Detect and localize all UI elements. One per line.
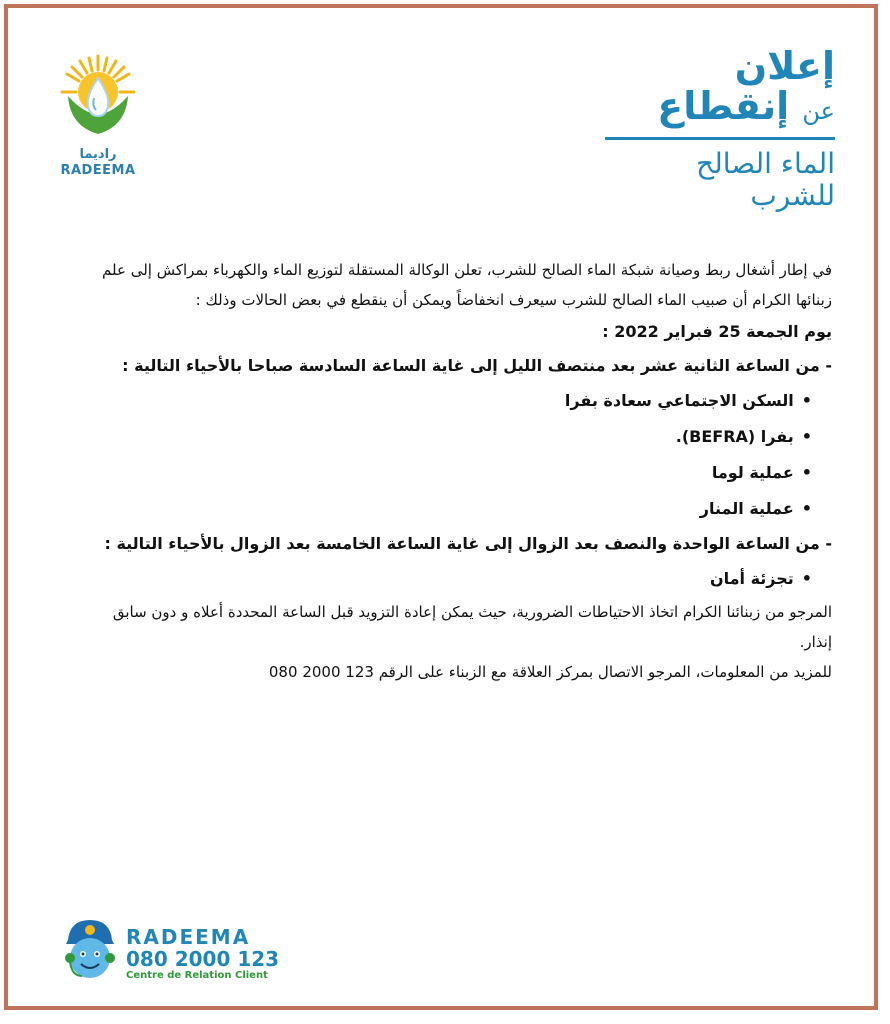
bullet-icon: • <box>801 463 812 482</box>
list-item-text: بفرا (BEFRA). <box>675 427 794 446</box>
section-2-list <box>52 561 832 597</box>
list-item <box>52 455 812 491</box>
intro-line-1: في إطار أشغال ربط وصيانة شبكة الماء الصالح للشرب، تعلن الوكالة المستقلة لتوزيع الماء والكهرباء بمراكش إلى علم <box>102 261 832 279</box>
notice-line-1: المرجو من زبنائنا الكرام اتخاذ الاحتياطات الضرورية، حيث يمكن إعادة التزويد قبل الساعة المحددة أعلاه و دون سابق <box>112 603 832 621</box>
footer-brand: RADEEMA <box>126 925 251 949</box>
title-line-1: إعلان <box>734 44 835 88</box>
radeema-logo <box>56 52 140 182</box>
title-line-2 <box>605 86 835 131</box>
section-1-heading: - من الساعة الثانية عشر بعد منتصف الليل إلى غاية الساعة السادسة صباحا بالأحياء التالية : <box>122 356 832 375</box>
title-divider <box>605 137 835 140</box>
list-item-text: عملية المنار <box>699 499 794 518</box>
list-item <box>52 561 812 597</box>
date-heading: يوم الجمعة 25 فبراير 2022 : <box>602 322 832 341</box>
announcement-body <box>52 255 832 687</box>
list-item-text: تجزئة أمان <box>709 569 794 588</box>
title-line-3: الماء الصالح للشرب <box>696 147 835 212</box>
list-item <box>52 383 812 419</box>
sun-drop-icon <box>56 52 140 148</box>
list-item <box>52 491 812 527</box>
customer-center-logo <box>58 914 298 986</box>
section-2-heading: - من الساعة الواحدة والنصف بعد الزوال إلى غاية الساعة الخامسة بعد الزوال بالأحياء التالية : <box>104 534 832 553</box>
list-item <box>52 419 812 455</box>
intro-line-2: زبنائها الكرام أن صبيب الماء الصالح للشرب سيعرف انخفاضاً ويمكن أن ينقطع في بعض الحالات وذلك : <box>195 291 832 309</box>
list-item-text: السكن الاجتماعي سعادة بفرا <box>564 391 794 410</box>
mascot-icon <box>58 914 122 986</box>
section-1-list <box>52 383 832 527</box>
bullet-icon: • <box>801 391 812 410</box>
contact-line: للمزيد من المعلومات، المرجو الاتصال بمركز العلاقة مع الزبناء على الرقم 123 2000 080 <box>268 663 832 681</box>
title-line-2-main: إنقطاع <box>657 84 790 128</box>
title-line-2-prefix: عن <box>802 97 835 125</box>
logo-arabic-text: راديما <box>79 147 117 162</box>
logo-latin-text: RADEEMA <box>60 163 136 178</box>
notice-line-2: إنذار. <box>799 633 832 651</box>
footer-phone: 080 2000 123 <box>126 947 280 971</box>
bullet-icon: • <box>801 427 812 446</box>
bullet-icon: • <box>801 499 812 518</box>
list-item-text: عملية لوما <box>711 463 794 482</box>
announcement-title <box>605 46 835 212</box>
bullet-icon: • <box>801 569 812 588</box>
footer-subtitle: Centre de Relation Client <box>126 970 268 981</box>
